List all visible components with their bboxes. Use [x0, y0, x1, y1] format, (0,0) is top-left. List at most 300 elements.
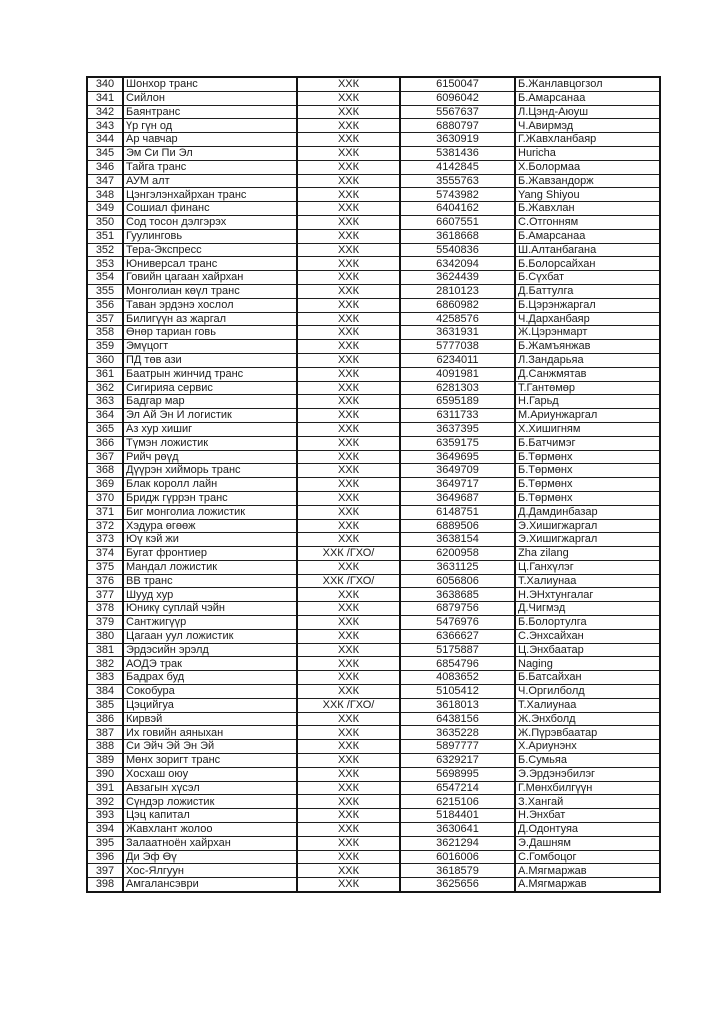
table-row — [87, 698, 660, 712]
director-name-cell: Б.Амарсанаа — [515, 229, 660, 243]
table-row — [87, 381, 660, 395]
registration-number-cell: 3637395 — [400, 422, 515, 436]
registration-number-cell: 3618013 — [400, 698, 515, 712]
registration-number-cell: 6547214 — [400, 781, 515, 795]
row-number-cell: 381 — [87, 643, 123, 657]
company-name-cell: Тера-Экспресс — [123, 243, 297, 257]
table-row — [87, 326, 660, 340]
company-name-cell: Сокобура — [123, 685, 297, 699]
company-type-cell: ХХК — [297, 298, 400, 312]
company-type-cell: ХХК — [297, 91, 400, 105]
registration-number-cell: 6595189 — [400, 395, 515, 409]
row-number-cell: 359 — [87, 340, 123, 354]
company-name-cell: Түмэн ложистик — [123, 436, 297, 450]
registration-number-cell: 6150047 — [400, 77, 515, 91]
row-number-cell: 352 — [87, 243, 123, 257]
registration-number-cell: 5476976 — [400, 616, 515, 630]
row-number-cell: 349 — [87, 202, 123, 216]
table-row — [87, 754, 660, 768]
registration-number-cell: 6854796 — [400, 657, 515, 671]
company-name-cell: Хосхаш оюу — [123, 767, 297, 781]
registration-number-cell: 5540836 — [400, 243, 515, 257]
table-row — [87, 229, 660, 243]
row-number-cell: 379 — [87, 616, 123, 630]
table-row — [87, 726, 660, 740]
registration-number-cell: 3555763 — [400, 174, 515, 188]
director-name-cell: Э.Хишигжаргал — [515, 533, 660, 547]
registration-number-cell: 6215106 — [400, 795, 515, 809]
table-row — [87, 864, 660, 878]
director-name-cell: Б.Амарсанаа — [515, 91, 660, 105]
registration-number-cell: 6889506 — [400, 519, 515, 533]
company-type-cell: ХХК — [297, 367, 400, 381]
company-type-cell: ХХК — [297, 353, 400, 367]
director-name-cell: Ж.Цэрэнмарт — [515, 326, 660, 340]
company-name-cell: Сантжигүүр — [123, 616, 297, 630]
company-name-cell: Аз хур хишиг — [123, 422, 297, 436]
company-type-cell: ХХК — [297, 767, 400, 781]
table-row — [87, 712, 660, 726]
company-name-cell: Сигирияа сервис — [123, 381, 297, 395]
table-row — [87, 643, 660, 657]
company-type-cell: ХХК — [297, 215, 400, 229]
row-number-cell: 363 — [87, 395, 123, 409]
table-row — [87, 119, 660, 133]
director-name-cell: Ц.Энхбаатар — [515, 643, 660, 657]
registration-number-cell: 3618668 — [400, 229, 515, 243]
row-number-cell: 354 — [87, 271, 123, 285]
company-type-cell: ХХК — [297, 505, 400, 519]
row-number-cell: 383 — [87, 671, 123, 685]
registration-number-cell: 5777038 — [400, 340, 515, 354]
registration-number-cell: 6234011 — [400, 353, 515, 367]
company-name-cell: Рийч рөүд — [123, 450, 297, 464]
row-number-cell: 347 — [87, 174, 123, 188]
table-row — [87, 781, 660, 795]
row-number-cell: 366 — [87, 436, 123, 450]
company-name-cell: Юү кэй жи — [123, 533, 297, 547]
row-number-cell: 375 — [87, 560, 123, 574]
table-row — [87, 505, 660, 519]
company-name-cell: Бридж гүррэн транс — [123, 491, 297, 505]
director-name-cell: Б.Жамъянжав — [515, 340, 660, 354]
director-name-cell: Ж.Энхболд — [515, 712, 660, 726]
company-type-cell: ХХК — [297, 77, 400, 91]
registration-number-cell: 3624439 — [400, 271, 515, 285]
director-name-cell: Yang Shiyou — [515, 188, 660, 202]
company-type-cell: ХХК — [297, 146, 400, 160]
table-row — [87, 77, 660, 91]
registration-number-cell: 6860982 — [400, 298, 515, 312]
row-number-cell: 388 — [87, 740, 123, 754]
registration-number-cell: 6359175 — [400, 436, 515, 450]
director-name-cell: Н.Гарьд — [515, 395, 660, 409]
registration-number-cell: 5698995 — [400, 767, 515, 781]
company-name-cell: Монголиан көүл транс — [123, 284, 297, 298]
director-name-cell: Б.Сумьяа — [515, 754, 660, 768]
director-name-cell: Zha zilang — [515, 547, 660, 561]
registration-number-cell: 5184401 — [400, 809, 515, 823]
row-number-cell: 340 — [87, 77, 123, 91]
registration-number-cell: 6056806 — [400, 574, 515, 588]
company-type-cell: ХХК — [297, 616, 400, 630]
registration-number-cell: 5175887 — [400, 643, 515, 657]
registration-number-cell: 3649687 — [400, 491, 515, 505]
row-number-cell: 373 — [87, 533, 123, 547]
director-name-cell: М.Ариунжаргал — [515, 409, 660, 423]
director-name-cell: Х.Болормаа — [515, 160, 660, 174]
registration-number-cell: 5105412 — [400, 685, 515, 699]
company-name-cell: Цагаан уул ложистик — [123, 629, 297, 643]
company-name-cell: Эл Ай Эн И логистик — [123, 409, 297, 423]
row-number-cell: 389 — [87, 754, 123, 768]
registration-number-cell: 4142845 — [400, 160, 515, 174]
row-number-cell: 380 — [87, 629, 123, 643]
director-name-cell: Г.Мөнхбилгүүн — [515, 781, 660, 795]
company-type-cell: ХХК — [297, 133, 400, 147]
row-number-cell: 395 — [87, 836, 123, 850]
director-name-cell: Naging — [515, 657, 660, 671]
row-number-cell: 377 — [87, 588, 123, 602]
row-number-cell: 348 — [87, 188, 123, 202]
company-name-cell: Тайга транс — [123, 160, 297, 174]
director-name-cell: А.Мягмаржав — [515, 878, 660, 892]
table-row — [87, 174, 660, 188]
row-number-cell: 350 — [87, 215, 123, 229]
company-name-cell: Хос-Ялгуун — [123, 864, 297, 878]
director-name-cell: Б.Сүхбат — [515, 271, 660, 285]
row-number-cell: 343 — [87, 119, 123, 133]
table-row — [87, 422, 660, 436]
row-number-cell: 346 — [87, 160, 123, 174]
company-type-cell: ХХК — [297, 740, 400, 754]
row-number-cell: 390 — [87, 767, 123, 781]
row-number-cell: 394 — [87, 823, 123, 837]
table-row — [87, 436, 660, 450]
company-name-cell: Жавхлант жолоо — [123, 823, 297, 837]
director-name-cell: Д.Санжмятав — [515, 367, 660, 381]
company-name-cell: Билигүүн аз жаргал — [123, 312, 297, 326]
registration-number-cell: 4091981 — [400, 367, 515, 381]
company-name-cell: Авзагын хүсэл — [123, 781, 297, 795]
company-name-cell: Сүндэр ложистик — [123, 795, 297, 809]
director-name-cell: Б.Болорсайхан — [515, 257, 660, 271]
registration-number-cell: 3625656 — [400, 878, 515, 892]
director-name-cell: Т.Халиунаа — [515, 574, 660, 588]
director-name-cell: Д.Баттулга — [515, 284, 660, 298]
company-name-cell: Өнөр тариан говь — [123, 326, 297, 340]
registration-number-cell: 6311733 — [400, 409, 515, 423]
director-name-cell: Ч.Дарханбаяр — [515, 312, 660, 326]
table-row — [87, 809, 660, 823]
row-number-cell: 357 — [87, 312, 123, 326]
row-number-cell: 365 — [87, 422, 123, 436]
company-type-cell: ХХК — [297, 795, 400, 809]
table-row — [87, 823, 660, 837]
registration-number-cell: 6342094 — [400, 257, 515, 271]
row-number-cell: 342 — [87, 105, 123, 119]
company-type-cell: ХХК — [297, 754, 400, 768]
company-type-cell: ХХК — [297, 560, 400, 574]
company-name-cell: Амгалансэври — [123, 878, 297, 892]
table-row — [87, 146, 660, 160]
company-type-cell: ХХК — [297, 850, 400, 864]
row-number-cell: 353 — [87, 257, 123, 271]
director-name-cell: Б.Жавзандорж — [515, 174, 660, 188]
director-name-cell: Huricha — [515, 146, 660, 160]
company-name-cell: ВВ транс — [123, 574, 297, 588]
row-number-cell: 356 — [87, 298, 123, 312]
company-name-cell: Блак королл лайн — [123, 478, 297, 492]
company-type-cell: ХХК — [297, 202, 400, 216]
director-name-cell: А.Мягмаржав — [515, 864, 660, 878]
director-name-cell: Э.Хишигжаргал — [515, 519, 660, 533]
company-type-cell: ХХК /ГХО/ — [297, 698, 400, 712]
director-name-cell: Б.Төрмөнх — [515, 491, 660, 505]
company-type-cell: ХХК — [297, 188, 400, 202]
company-type-cell: ХХК — [297, 809, 400, 823]
registration-number-cell: 6438156 — [400, 712, 515, 726]
registration-number-cell: 3635228 — [400, 726, 515, 740]
registry-table — [86, 76, 661, 893]
company-type-cell: ХХК — [297, 450, 400, 464]
table-row — [87, 450, 660, 464]
registration-number-cell: 3630919 — [400, 133, 515, 147]
table-row — [87, 491, 660, 505]
table-row — [87, 243, 660, 257]
director-name-cell: Х.Ариунэнх — [515, 740, 660, 754]
company-name-cell: Эрдэсийн эрэлд — [123, 643, 297, 657]
table-row — [87, 160, 660, 174]
director-name-cell: Ц.Ганхүлэг — [515, 560, 660, 574]
company-name-cell: Эм Си Пи Эл — [123, 146, 297, 160]
company-type-cell: ХХК — [297, 519, 400, 533]
company-type-cell: ХХК — [297, 312, 400, 326]
registration-number-cell: 6329217 — [400, 754, 515, 768]
table-row — [87, 836, 660, 850]
company-name-cell: Юникү суплай чэйн — [123, 602, 297, 616]
company-type-cell: ХХК — [297, 464, 400, 478]
table-row — [87, 215, 660, 229]
director-name-cell: Б.Батсайхан — [515, 671, 660, 685]
row-number-cell: 351 — [87, 229, 123, 243]
table-row — [87, 685, 660, 699]
table-row — [87, 795, 660, 809]
table-row — [87, 767, 660, 781]
director-name-cell: Б.Төрмөнх — [515, 464, 660, 478]
company-type-cell: ХХК — [297, 436, 400, 450]
row-number-cell: 384 — [87, 685, 123, 699]
table-row — [87, 409, 660, 423]
table-row — [87, 671, 660, 685]
row-number-cell: 370 — [87, 491, 123, 505]
company-type-cell: ХХК — [297, 602, 400, 616]
row-number-cell: 392 — [87, 795, 123, 809]
company-type-cell: ХХК — [297, 878, 400, 892]
row-number-cell: 369 — [87, 478, 123, 492]
table-row — [87, 202, 660, 216]
company-type-cell: ХХК — [297, 381, 400, 395]
registration-number-cell: 3649717 — [400, 478, 515, 492]
registration-number-cell: 6016006 — [400, 850, 515, 864]
table-row — [87, 519, 660, 533]
company-type-cell: ХХК — [297, 478, 400, 492]
row-number-cell: 345 — [87, 146, 123, 160]
row-number-cell: 376 — [87, 574, 123, 588]
row-number-cell: 374 — [87, 547, 123, 561]
registration-number-cell: 3638685 — [400, 588, 515, 602]
company-name-cell: АУМ алт — [123, 174, 297, 188]
row-number-cell: 355 — [87, 284, 123, 298]
director-name-cell: Х.Хишигням — [515, 422, 660, 436]
table-row — [87, 188, 660, 202]
table-row — [87, 878, 660, 892]
table-row — [87, 464, 660, 478]
company-type-cell: ХХК — [297, 836, 400, 850]
row-number-cell: 386 — [87, 712, 123, 726]
director-name-cell: Э.Эрдэнэбилэг — [515, 767, 660, 781]
director-name-cell: С.Гомбоцог — [515, 850, 660, 864]
company-type-cell: ХХК — [297, 257, 400, 271]
table-row — [87, 478, 660, 492]
company-name-cell: Сошиал финанс — [123, 202, 297, 216]
company-type-cell: ХХК — [297, 174, 400, 188]
company-name-cell: Хэдура өгөөж — [123, 519, 297, 533]
company-type-cell: ХХК — [297, 726, 400, 740]
company-type-cell: ХХК — [297, 864, 400, 878]
registration-number-cell: 5567637 — [400, 105, 515, 119]
company-type-cell: ХХК — [297, 823, 400, 837]
company-type-cell: ХХК — [297, 340, 400, 354]
company-type-cell: ХХК — [297, 533, 400, 547]
row-number-cell: 378 — [87, 602, 123, 616]
company-name-cell: Их говийн аяныхан — [123, 726, 297, 740]
table-row — [87, 105, 660, 119]
director-name-cell: Б.Цэрэнжаргал — [515, 298, 660, 312]
registration-number-cell: 3649695 — [400, 450, 515, 464]
row-number-cell: 358 — [87, 326, 123, 340]
table-row — [87, 257, 660, 271]
director-name-cell: Б.Төрмөнх — [515, 450, 660, 464]
row-number-cell: 397 — [87, 864, 123, 878]
company-type-cell: ХХК — [297, 395, 400, 409]
company-name-cell: Сод тосон дэлгэрэх — [123, 215, 297, 229]
director-name-cell: Т.Халиунаа — [515, 698, 660, 712]
company-type-cell: ХХК — [297, 712, 400, 726]
company-name-cell: Дүүрэн хийморь транс — [123, 464, 297, 478]
registration-number-cell: 6404162 — [400, 202, 515, 216]
director-name-cell: Т.Гантөмөр — [515, 381, 660, 395]
table-row — [87, 657, 660, 671]
company-name-cell: Ар чавчар — [123, 133, 297, 147]
company-type-cell: ХХК — [297, 160, 400, 174]
table-row — [87, 616, 660, 630]
director-name-cell: Ч.Оргилболд — [515, 685, 660, 699]
company-name-cell: Үр гүн од — [123, 119, 297, 133]
registry-table-body — [87, 77, 660, 892]
registration-number-cell: 4083652 — [400, 671, 515, 685]
company-name-cell: Юниверсал транс — [123, 257, 297, 271]
table-row — [87, 312, 660, 326]
director-name-cell: Б.Жавхлан — [515, 202, 660, 216]
registration-number-cell: 6880797 — [400, 119, 515, 133]
table-row — [87, 298, 660, 312]
row-number-cell: 360 — [87, 353, 123, 367]
row-number-cell: 367 — [87, 450, 123, 464]
company-name-cell: Гуулинговь — [123, 229, 297, 243]
registration-number-cell: 6096042 — [400, 91, 515, 105]
row-number-cell: 396 — [87, 850, 123, 864]
director-name-cell: Ш.Алтанбагана — [515, 243, 660, 257]
company-name-cell: Цэц капитал — [123, 809, 297, 823]
registration-number-cell: 6879756 — [400, 602, 515, 616]
table-row — [87, 547, 660, 561]
company-type-cell: ХХК — [297, 119, 400, 133]
company-name-cell: Бугат фронтиер — [123, 547, 297, 561]
company-name-cell: ПД төв ази — [123, 353, 297, 367]
company-type-cell: ХХК — [297, 243, 400, 257]
table-row — [87, 340, 660, 354]
company-name-cell: Бадрах буд — [123, 671, 297, 685]
table-row — [87, 91, 660, 105]
company-name-cell: Цэнгэлэнхайрхан транс — [123, 188, 297, 202]
table-row — [87, 560, 660, 574]
company-name-cell: АОДЭ трак — [123, 657, 297, 671]
company-name-cell: Ди Эф Өү — [123, 850, 297, 864]
registration-number-cell: 6281303 — [400, 381, 515, 395]
director-name-cell: Д.Одонтуяа — [515, 823, 660, 837]
registration-number-cell: 3631931 — [400, 326, 515, 340]
company-name-cell: Баатрын жинчид транс — [123, 367, 297, 381]
company-name-cell: Шууд хур — [123, 588, 297, 602]
company-name-cell: Говийн цагаан хайрхан — [123, 271, 297, 285]
company-type-cell: ХХК — [297, 409, 400, 423]
registration-number-cell: 6200958 — [400, 547, 515, 561]
director-name-cell: З.Хангай — [515, 795, 660, 809]
row-number-cell: 387 — [87, 726, 123, 740]
company-type-cell: ХХК — [297, 657, 400, 671]
director-name-cell: Д.Чигмэд — [515, 602, 660, 616]
director-name-cell: Б.Батчимэг — [515, 436, 660, 450]
company-name-cell: Залаатноён хайрхан — [123, 836, 297, 850]
company-name-cell: Таван эрдэнэ хослол — [123, 298, 297, 312]
registration-number-cell: 6366627 — [400, 629, 515, 643]
table-row — [87, 574, 660, 588]
table-row — [87, 284, 660, 298]
company-type-cell: ХХК — [297, 629, 400, 643]
company-type-cell: ХХК — [297, 643, 400, 657]
table-row — [87, 395, 660, 409]
row-number-cell: 368 — [87, 464, 123, 478]
company-type-cell: ХХК — [297, 229, 400, 243]
table-row — [87, 353, 660, 367]
company-name-cell: Бадгар мар — [123, 395, 297, 409]
row-number-cell: 361 — [87, 367, 123, 381]
company-type-cell: ХХК — [297, 491, 400, 505]
company-name-cell: Си Эйч Эй Эн Эй — [123, 740, 297, 754]
director-name-cell: Н.ЭНхтунгалаг — [515, 588, 660, 602]
company-name-cell: Шонхор транс — [123, 77, 297, 91]
row-number-cell: 391 — [87, 781, 123, 795]
row-number-cell: 398 — [87, 878, 123, 892]
row-number-cell: 344 — [87, 133, 123, 147]
registration-number-cell: 4258576 — [400, 312, 515, 326]
table-row — [87, 629, 660, 643]
company-type-cell: ХХК /ГХО/ — [297, 547, 400, 561]
registration-number-cell: 3621294 — [400, 836, 515, 850]
company-type-cell: ХХК — [297, 781, 400, 795]
director-name-cell: Л.Зандарьяа — [515, 353, 660, 367]
